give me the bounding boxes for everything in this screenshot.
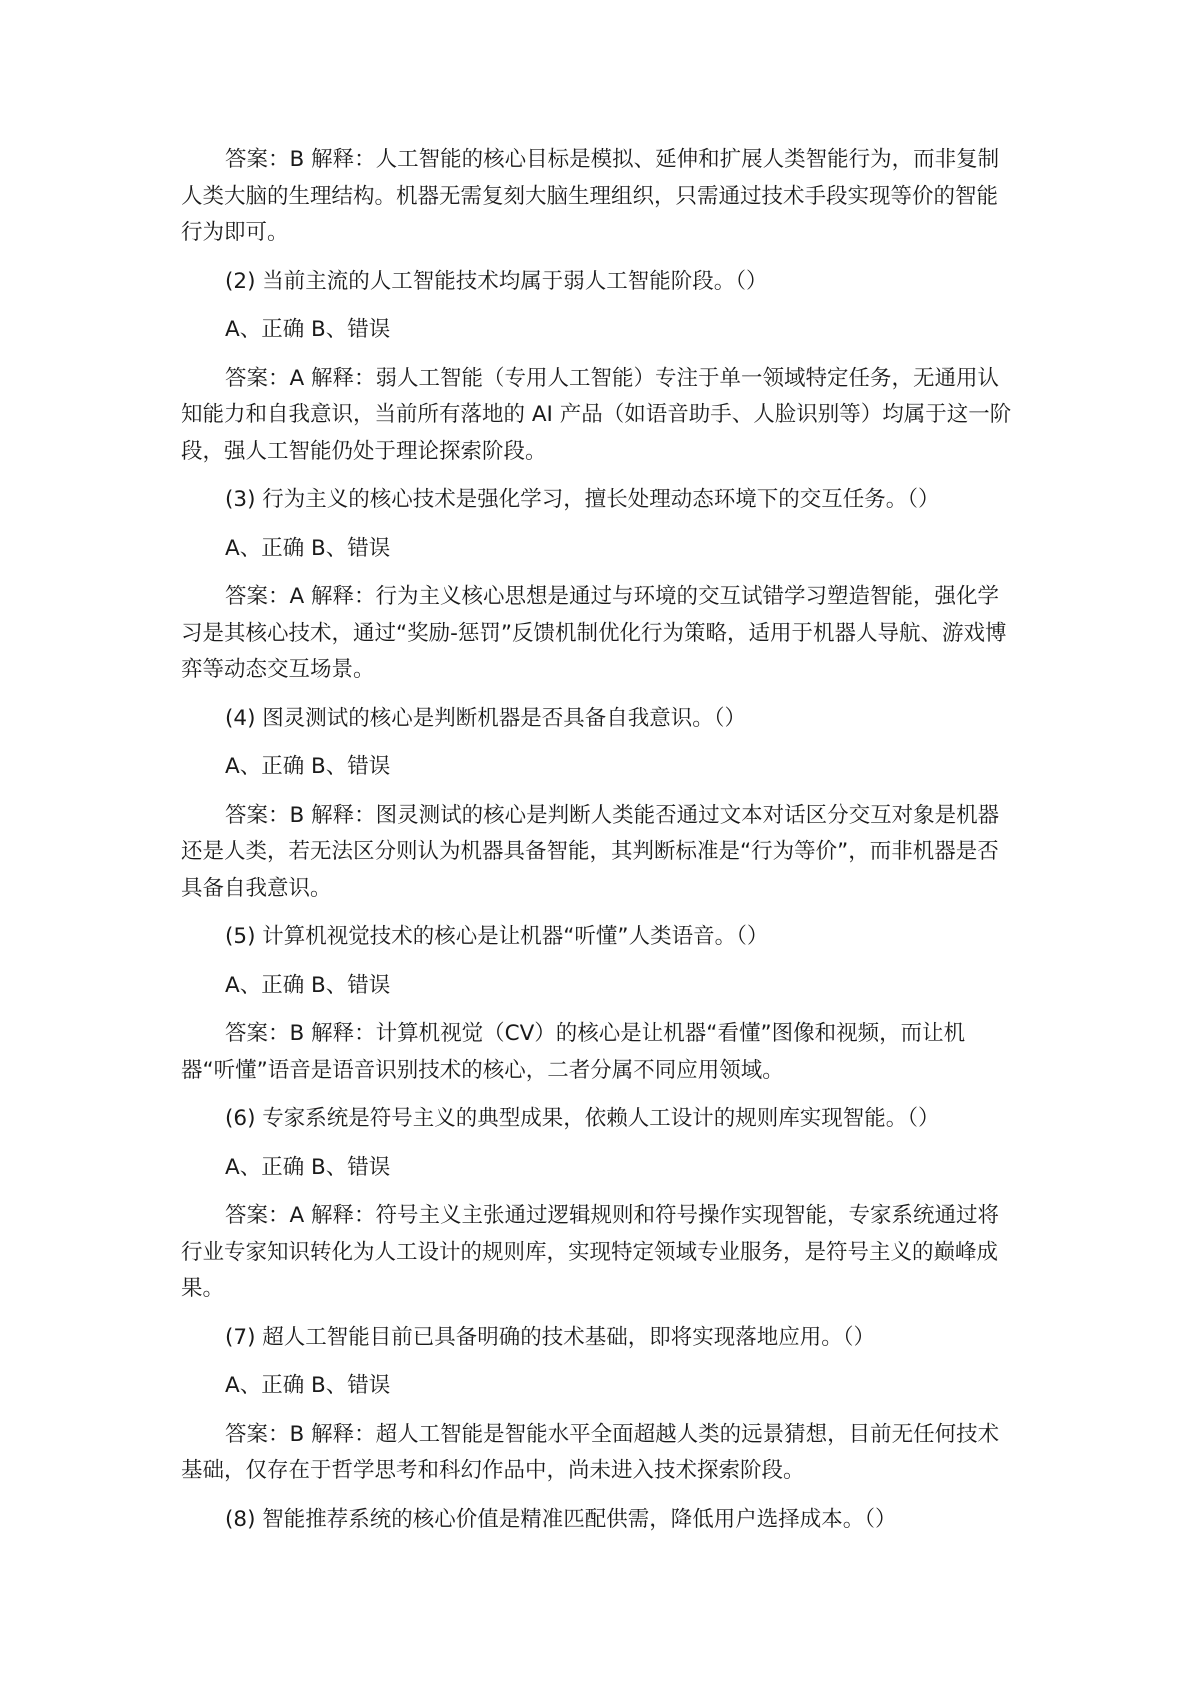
- options-7: A、正确 B、错误: [225, 1373, 391, 1398]
- answer-explanation-7: 答案：B 解释：超人工智能是智能水平全面超越人类的远景猜想，目前无任何技术基础，仅存在于哲学思考和科幻作品中，尚未进入技术探索阶段。: [181, 1421, 1000, 1483]
- question-2: (2) 当前主流的人工智能技术均属于弱人工智能阶段。（）: [225, 268, 768, 294]
- options-6: A、正确 B、错误: [225, 1154, 391, 1180]
- options-2: A、正确 B、错误: [225, 317, 391, 342]
- document-body: [181, 142, 1017, 1550]
- options-4: A、正确 B、错误: [225, 754, 391, 779]
- question-4: (4) 图灵测试的核心是判断机器是否具备自我意识。（）: [225, 705, 747, 731]
- question-7: (7) 超人工智能目前已具备明确的技术基础，即将实现落地应用。（）: [225, 1324, 876, 1350]
- answer-explanation-4: 答案：B 解释：图灵测试的核心是判断人类能否通过文本对话区分交互对象是机器还是人类，若无法区分则认为机器具备智能，其判断标准是“行为等价”，而非机器是否具备自我意识。: [181, 802, 1000, 901]
- options-5: A、正确 B、错误: [225, 972, 391, 998]
- question-8: (8) 智能推荐系统的核心价值是精准匹配供需，降低用户选择成本。（）: [225, 1506, 897, 1532]
- question-3: (3) 行为主义的核心技术是强化学习，擅长处理动态环境下的交互任务。（）: [225, 487, 940, 512]
- answer-explanation-1: 答案：B 解释：人工智能的核心目标是模拟、延伸和扩展人类智能行为，而非复制人类大脑的生理结构。机器无需复刻大脑生理组织，只需通过技术手段实现等价的智能行为即可。: [181, 147, 1000, 245]
- answer-explanation-3: 答案：A 解释：行为主义核心思想是通过与环境的交互试错学习塑造智能，强化学习是其核心技术，通过“奖励-惩罚”反馈机制优化行为策略，适用于机器人导航、游戏博弈等动态交互场景。: [181, 584, 1007, 682]
- question-5: (5) 计算机视觉技术的核心是让机器“听懂”人类语音。（）: [225, 924, 769, 949]
- answer-explanation-5: 答案：B 解释：计算机视觉（CV）的核心是让机器“看懂”图像和视频，而让机器“听懂”语音是语音识别技术的核心，二者分属不同应用领域。: [181, 1021, 966, 1083]
- answer-explanation-2: 答案：A 解释：弱人工智能（专用人工智能）专注于单一领域特定任务，无通用认知能力和自我意识，当前所有落地的 AI 产品（如语音助手、人脸识别等）均属于这一阶段，强人工智能仍处于理论探索阶段。: [181, 365, 1012, 464]
- options-3: A、正确 B、错误: [225, 535, 391, 561]
- question-6: (6) 专家系统是符号主义的典型成果，依赖人工设计的规则库实现智能。（）: [225, 1106, 940, 1131]
- answer-explanation-6: 答案：A 解释：符号主义主张通过逻辑规则和符号操作实现智能，专家系统通过将行业专家知识转化为人工设计的规则库，实现特定领域专业服务，是符号主义的巅峰成果。: [181, 1203, 1000, 1301]
